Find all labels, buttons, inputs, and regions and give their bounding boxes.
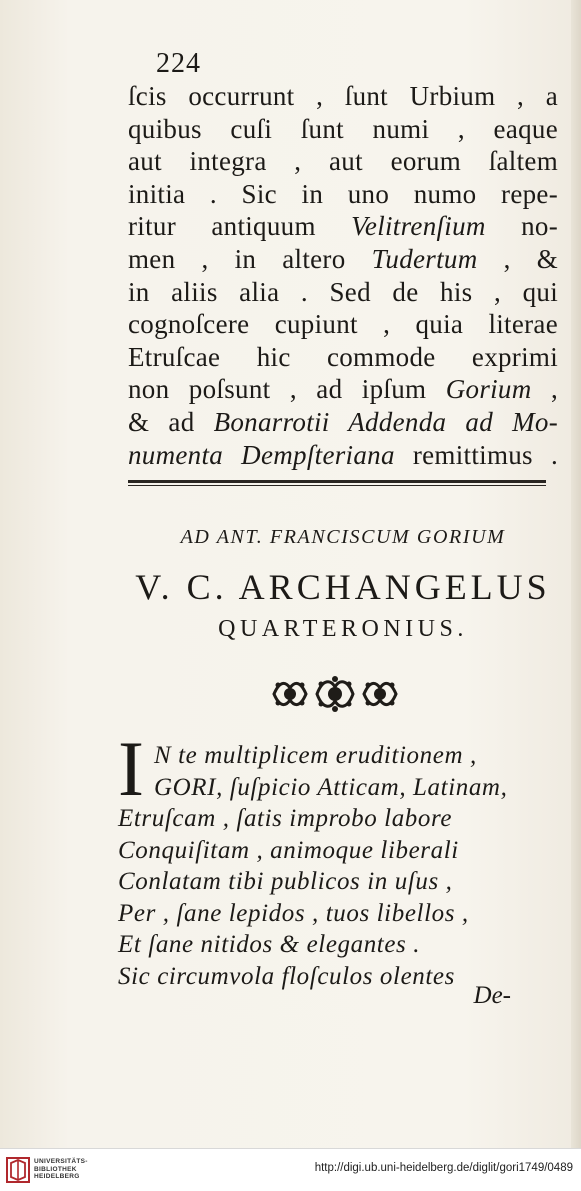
body-line bbox=[128, 373, 558, 406]
dedication-line: AD ANT. FRANCISCUM GORIUM bbox=[180, 526, 506, 548]
catch-word: De- bbox=[473, 982, 511, 1009]
poem bbox=[118, 725, 518, 992]
page-number: 224 bbox=[156, 48, 201, 79]
text-segment: men , in altero bbox=[128, 243, 372, 274]
text-segment: , bbox=[531, 374, 558, 405]
text-segment: , & bbox=[477, 243, 559, 274]
poem-line: Et ſane nitidos & elegantes . bbox=[118, 931, 421, 958]
author-name: V. C. ARCHANGELUS bbox=[135, 567, 551, 607]
text-segment: Etruſcae hic commode exprimi bbox=[128, 341, 558, 372]
italic-name: Tudertum bbox=[371, 243, 478, 274]
body-text bbox=[128, 80, 558, 471]
drop-cap: I bbox=[118, 725, 144, 812]
poem-line: Conquiſitam , animoque liberali bbox=[118, 836, 459, 864]
poem-line: Etruſcam , ſatis improbo labore bbox=[118, 805, 453, 832]
author-surname: QUARTERONIUS. bbox=[218, 616, 468, 642]
text-segment: cognoſcere cupiunt , quia literae bbox=[128, 309, 558, 340]
body-line bbox=[128, 276, 558, 309]
body-line bbox=[128, 341, 558, 374]
body-line bbox=[128, 406, 558, 439]
library-name-line: UNIVERSITÄTS- bbox=[34, 1158, 88, 1165]
body-line bbox=[128, 439, 558, 472]
body-line bbox=[128, 80, 558, 113]
poem-line: Sic circumvola floſculos olentes bbox=[118, 962, 455, 990]
italic-name: numenta Dempſteriana bbox=[128, 439, 395, 470]
body-line bbox=[128, 308, 558, 341]
text-segment: & ad bbox=[128, 406, 214, 437]
body-line bbox=[128, 178, 558, 211]
poem-line: N te multiplicem eruditionem , bbox=[154, 742, 477, 769]
poem-line: Per , ſane lepidos , tuos libellos , bbox=[118, 899, 469, 927]
body-line bbox=[128, 145, 558, 178]
poem-line: GORI, ſuſpicio Atticam, Latinam, bbox=[154, 773, 508, 801]
italic-name: Bonarrotii Addenda ad Mo- bbox=[213, 406, 558, 437]
italic-name: Velitrenſium bbox=[351, 211, 486, 242]
permalink-url[interactable]: http://digi.ub.uni-heidelberg.de/diglit/gori1749/0489 bbox=[314, 1162, 573, 1174]
body-line bbox=[128, 243, 558, 276]
viewer-footer bbox=[0, 1148, 581, 1191]
page-edge bbox=[571, 0, 581, 1148]
text-segment: quibus cuſi ſunt numi , eaque bbox=[128, 113, 558, 144]
text-segment: in aliis alia . Sed de his , qui bbox=[128, 276, 558, 307]
fleuron-ornament-icon bbox=[270, 676, 400, 712]
text-segment: non poſsunt , ad ipſum bbox=[128, 374, 446, 405]
library-name bbox=[34, 1158, 88, 1181]
text-segment: ſcis occurrunt , ſunt Urbium , a bbox=[128, 81, 558, 111]
text-segment: initia . Sic in uno numo repe- bbox=[128, 178, 558, 209]
university-library-logo-icon bbox=[6, 1157, 30, 1183]
body-line bbox=[128, 113, 558, 146]
section-divider bbox=[128, 480, 546, 483]
text-segment: ritur antiquum bbox=[128, 211, 352, 242]
italic-name: Gorium bbox=[445, 374, 532, 405]
library-name-line: BIBLIOTHEK bbox=[34, 1165, 77, 1173]
text-segment: remittimus . bbox=[394, 439, 558, 470]
library-name-line: HEIDELBERG bbox=[34, 1173, 80, 1180]
text-segment: no- bbox=[485, 211, 558, 242]
poem-line: Conlatam tibi publicos in uſus , bbox=[118, 868, 453, 895]
body-line bbox=[128, 210, 558, 243]
text-segment: aut integra , aut eorum ſaltem bbox=[128, 146, 558, 177]
